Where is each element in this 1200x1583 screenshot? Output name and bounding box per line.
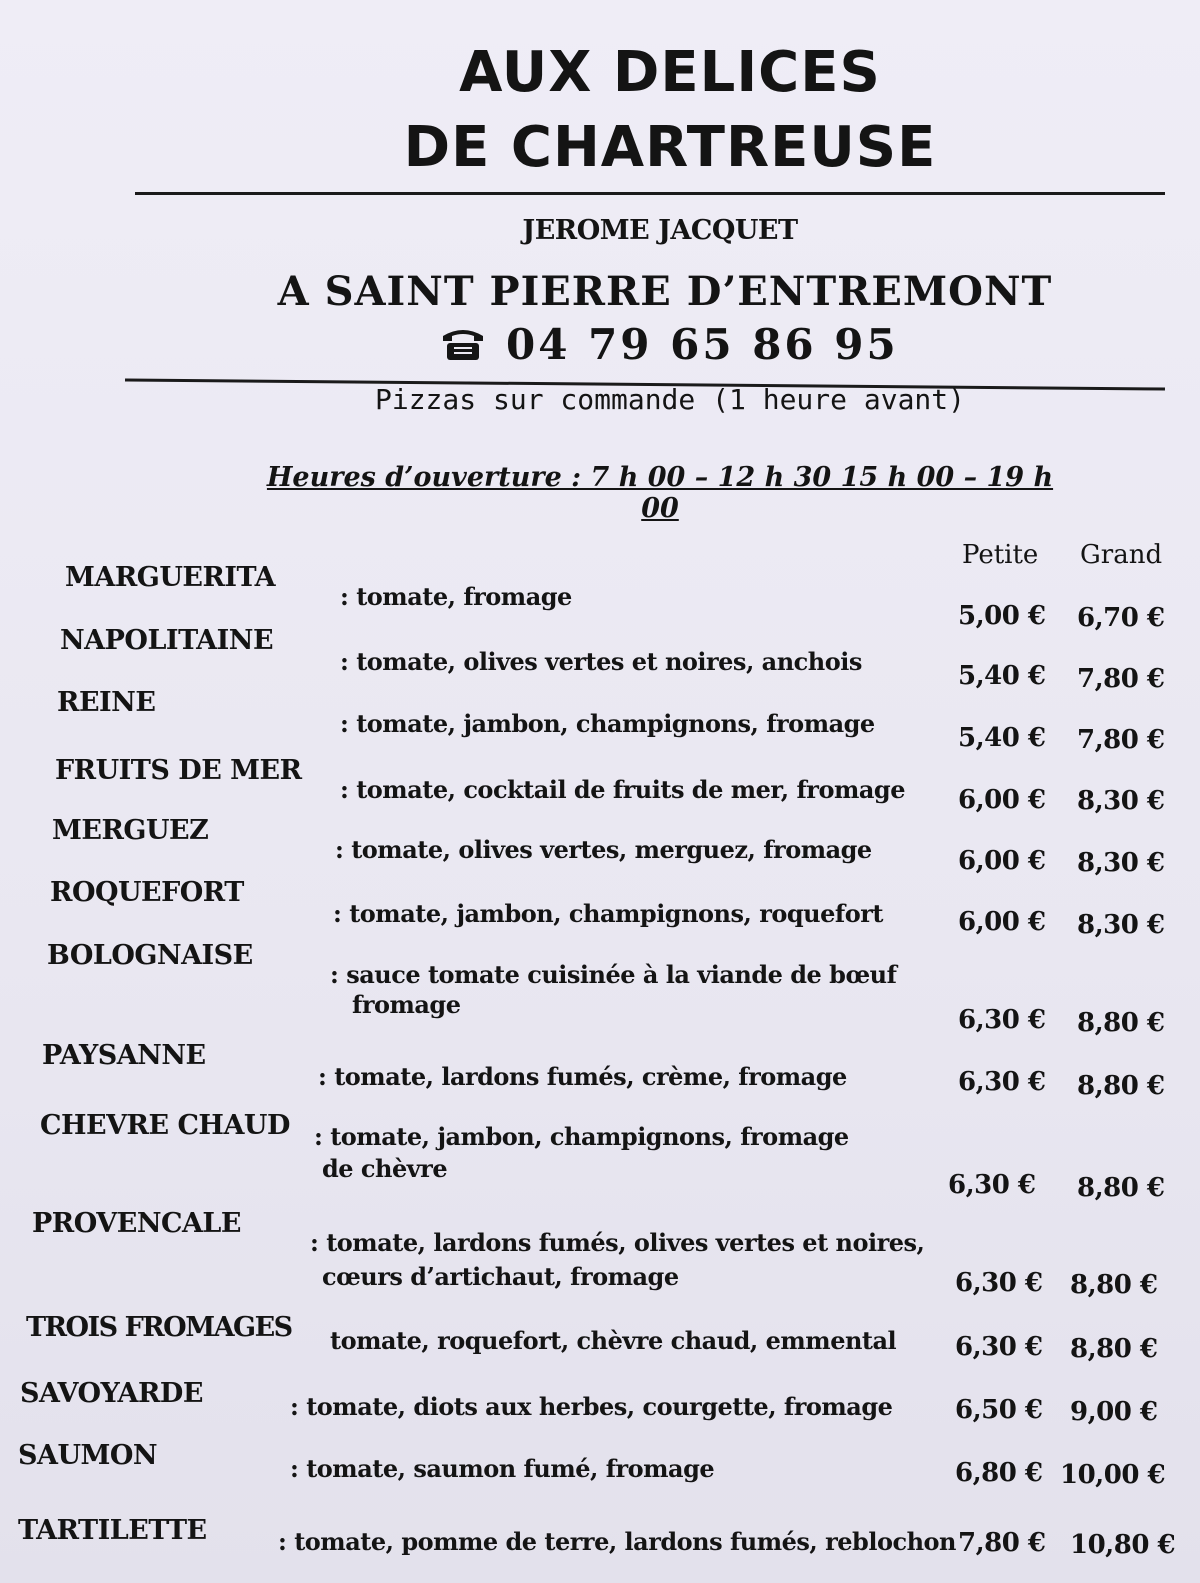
pizza-name: FRUITS DE MER	[55, 755, 302, 786]
pizza-name: ROQUEFORT	[50, 877, 244, 908]
price-grand: 10,80 €	[1070, 1530, 1176, 1560]
price-petite: 5,40 €	[958, 723, 1046, 753]
pizza-name: SAVOYARDE	[20, 1378, 203, 1409]
pizza-name: BOLOGNAISE	[47, 940, 253, 971]
pizza-desc: : tomate, lardons fumés, olives vertes et noires,	[310, 1228, 925, 1257]
phone-number: 04 79 65 86 95	[506, 319, 899, 369]
price-petite: 6,00 €	[958, 846, 1046, 876]
pizza-name: SAUMON	[18, 1440, 158, 1471]
pizza-desc-line-2: cœurs d’artichaut, fromage	[322, 1262, 679, 1291]
price-grand: 7,80 €	[1077, 664, 1165, 694]
pizza-desc-line-2: de chèvre	[322, 1154, 448, 1183]
price-grand: 6,70 €	[1077, 603, 1165, 633]
price-petite: 6,30 €	[958, 1067, 1046, 1097]
pizza-name: REINE	[57, 687, 156, 718]
price-grand: 8,80 €	[1070, 1270, 1158, 1300]
price-petite: 7,80 €	[958, 1528, 1046, 1558]
price-petite: 6,30 €	[958, 1005, 1046, 1035]
pizza-name: TROIS FROMAGES	[26, 1312, 292, 1343]
divider-top	[135, 192, 1165, 195]
price-petite: 5,00 €	[958, 601, 1046, 631]
price-grand: 10,00 €	[1060, 1460, 1166, 1490]
pizza-desc: : tomate, jambon, champignons, roquefort	[333, 899, 883, 928]
owner-name: JEROME JACQUET	[522, 215, 798, 246]
price-petite: 6,00 €	[958, 907, 1046, 937]
price-grand: 8,30 €	[1077, 786, 1165, 816]
phone-line	[440, 320, 899, 368]
pizza-desc: : tomate, jambon, champignons, fromage	[314, 1122, 849, 1151]
pizza-name: TARTILETTE	[18, 1515, 207, 1546]
telephone-icon	[440, 326, 486, 362]
pizza-desc: : tomate, pomme de terre, lardons fumés, reblochon	[278, 1527, 956, 1556]
pizza-name: MERGUEZ	[52, 815, 209, 846]
column-grand: Grand	[1080, 540, 1163, 570]
opening-hours: Heures d’ouverture : 7 h 00 – 12 h 30 15 h 00 – 19 h 00	[266, 462, 1054, 524]
price-grand: 8,80 €	[1070, 1334, 1158, 1364]
price-petite: 6,30 €	[955, 1332, 1043, 1362]
owner-location: A SAINT PIERRE D’ENTREMONT	[277, 268, 1053, 315]
price-grand: 8,80 €	[1077, 1173, 1165, 1203]
pizza-name: PROVENCALE	[32, 1208, 241, 1239]
title-line-1: AUX DELICES	[459, 40, 881, 105]
pizza-desc: : tomate, diots aux herbes, courgette, fromage	[290, 1392, 893, 1421]
price-grand: 8,30 €	[1077, 848, 1165, 878]
price-grand: 8,80 €	[1077, 1008, 1165, 1038]
price-petite: 6,00 €	[958, 785, 1046, 815]
price-grand: 8,30 €	[1077, 910, 1165, 940]
column-petite: Petite	[962, 540, 1039, 570]
price-grand: 9,00 €	[1070, 1397, 1158, 1427]
pizza-desc: : tomate, cocktail de fruits de mer, fromage	[340, 775, 905, 804]
price-petite: 6,30 €	[955, 1268, 1043, 1298]
price-petite: 6,50 €	[955, 1395, 1043, 1425]
price-petite: 5,40 €	[958, 661, 1046, 691]
pizza-name: CHEVRE CHAUD	[40, 1110, 290, 1141]
pizza-desc-line-2: fromage	[352, 990, 461, 1019]
pizza-name: PAYSANNE	[42, 1040, 206, 1071]
pizza-name: NAPOLITAINE	[60, 625, 274, 656]
pizza-desc: tomate, roquefort, chèvre chaud, emmental	[330, 1326, 897, 1355]
pizza-desc: : tomate, olives vertes, merguez, fromage	[335, 835, 872, 864]
title-line-2: DE CHARTREUSE	[403, 115, 937, 180]
price-grand: 7,80 €	[1077, 725, 1165, 755]
pizza-desc: : tomate, saumon fumé, fromage	[290, 1454, 715, 1483]
price-petite: 6,80 €	[955, 1458, 1043, 1488]
pizza-desc: : tomate, fromage	[340, 582, 572, 611]
pizza-desc: : tomate, jambon, champignons, fromage	[340, 709, 875, 738]
pizza-desc: : tomate, olives vertes et noires, anchois	[340, 647, 862, 676]
pizza-desc: : tomate, lardons fumés, crème, fromage	[318, 1062, 847, 1091]
order-notice: Pizzas sur commande (1 heure avant)	[374, 383, 965, 416]
price-petite: 6,30 €	[948, 1170, 1036, 1200]
price-grand: 8,80 €	[1077, 1071, 1165, 1101]
pizza-name: MARGUERITA	[65, 562, 276, 593]
pizza-desc: : sauce tomate cuisinée à la viande de bœuf	[330, 960, 897, 989]
